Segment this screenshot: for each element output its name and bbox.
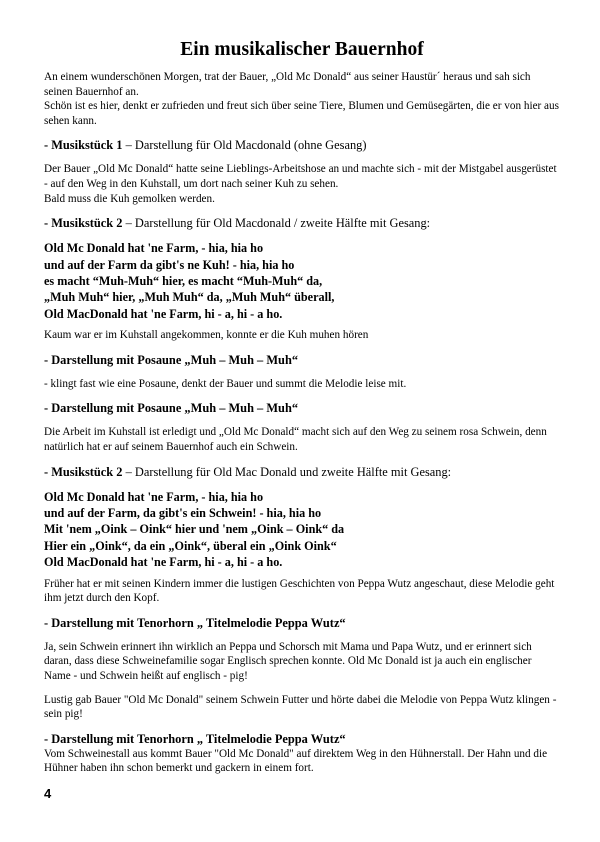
intro-line-2: Schön ist es hier, denkt er zufrieden und freut sich über seine Tiere, Blumen und Gemüsegärten, die er von hier aus sehen kann. (44, 100, 559, 127)
tenorhorn-heading-1 (44, 615, 560, 631)
tenorhorn-heading-1-text: - Darstellung mit Tenorhorn „ Titelmelodie Peppa Wutz“ (44, 615, 346, 630)
paragraph-4: Die Arbeit im Kuhstall ist erledigt und „Old Mc Donald“ macht sich auf den Weg zu seinem rosa Schwein, denn natürlich hat er auf seinem Bauernhof auch ein Schwein. (44, 426, 547, 453)
paragraph-8: Vom Schweinestall aus kommt Bauer "Old Mc Donald" auf direktem Weg in den Hühnerstall. Der Hahn und die Hühner haben ihn schon bemerkt und gackern in einem fort. (44, 747, 548, 775)
tenorhorn-heading-2-text: - Darstellung mit Tenorhorn „ Titelmelodie Peppa Wutz“ (44, 731, 346, 746)
tenorhorn-heading-2 (44, 731, 560, 747)
paragraph-6: Ja, sein Schwein erinnert ihn wirklich an Peppa und Schorsch mit Mama und Papa Wutz, und er erinnert sich daran, dass diese Schweinefamilie sogar Englisch sprechen konnte. Old Mc Donald ist ja auch ein englischer Name - und Schwein heißt auf englisch - pig! (44, 640, 532, 682)
paragraph-1a: Der Bauer „Old Mc Donald“ hatte seine Lieblings-Arbeitshose an und machte sich - mit der Mistgabel ausgerüstet - auf den Weg in den Kuhstall, um dort nach seiner Kuh zu sehen. (44, 163, 557, 190)
lyrics-line: Old Mc Donald hat 'ne Farm, - hia, hia ho (44, 241, 264, 256)
paragraph-3: - klingt fast wie eine Posaune, denkt der Bauer und summt die Melodie leise mit. (44, 377, 407, 390)
lyrics-block-pig (44, 489, 560, 571)
section-heading-1-text: – Darstellung für Old Macdonald (ohne Gesang) (122, 138, 367, 153)
paragraph-7: Lustig gab Bauer "Old Mc Donald" seinem Schwein Futter und hörte dabei die Melodie von Peppa Wutz klingen - sein pig! (44, 693, 557, 721)
posaune-heading-1-text: - Darstellung mit Posaune „Muh – Muh – Muh“ (44, 352, 299, 367)
posaune-heading-2 (44, 400, 560, 416)
lyrics-line: und auf der Farm, da gibt's ein Schwein! - hia, hia ho (44, 505, 322, 520)
lyrics-line: Old Mc Donald hat 'ne Farm, - hia, hia ho (44, 489, 264, 504)
posaune-heading-2-text: - Darstellung mit Posaune „Muh – Muh – Muh“ (44, 401, 299, 416)
section-heading-2 (44, 215, 560, 231)
paragraph-1b: Bald muss die Kuh gemolken werden. (44, 192, 215, 205)
page-content (44, 38, 560, 776)
posaune-heading-1 (44, 352, 560, 368)
page-title: Ein musikalischer Bauernhof (180, 39, 424, 60)
paragraph-5: Früher hat er mit seinen Kindern immer die lustigen Geschichten von Peppa Wutz angeschaut, diese Melodie geht ihm jetzt durch den Kopf. (44, 577, 555, 605)
lyrics-line: Old MacDonald hat 'ne Farm, hi - a, hi - a ho. (44, 306, 283, 321)
section-heading-2-text: – Darstellung für Old Macdonald / zweite Hälfte mit Gesang: (122, 216, 431, 231)
lyrics-line: Hier ein „Oink“, da ein „Oink“, überal ein „Oink Oink“ (44, 538, 337, 553)
lyrics-line: und auf der Farm da gibt's ne Kuh! - hia, hia ho (44, 257, 295, 272)
lyrics-line: es macht “Muh-Muh“ hier, es macht “Muh-Muh“ da, (44, 273, 323, 288)
section-heading-3-text: – Darstellung für Old Mac Donald und zweite Hälfte mit Gesang: (122, 464, 452, 479)
section-heading-2-label: - Musikstück 2 (44, 216, 123, 231)
lyrics-block-cow (44, 240, 560, 322)
lyrics-line: Mit 'nem „Oink – Oink“ hier und 'nem „Oink – Oink“ da (44, 522, 345, 537)
lyrics-line: Old MacDonald hat 'ne Farm, hi - a, hi - a ho. (44, 555, 283, 570)
page-number: 4 (44, 786, 52, 801)
paragraph-2: Kaum war er im Kuhstall angekommen, konnte er die Kuh muhen hören (44, 329, 369, 342)
section-heading-1-label: - Musikstück 1 (44, 138, 123, 153)
section-heading-1 (44, 137, 560, 153)
intro-line-1: An einem wunderschönen Morgen, trat der Bauer, „Old Mc Donald“ aus seiner Haustür´ heraus und sah sich seinen Bauernhof an. (44, 71, 531, 98)
section-heading-3-label: - Musikstück 2 (44, 464, 123, 479)
section-heading-3 (44, 464, 560, 480)
lyrics-line: „Muh Muh“ hier, „Muh Muh“ da, „Muh Muh“ überall, (44, 290, 335, 305)
